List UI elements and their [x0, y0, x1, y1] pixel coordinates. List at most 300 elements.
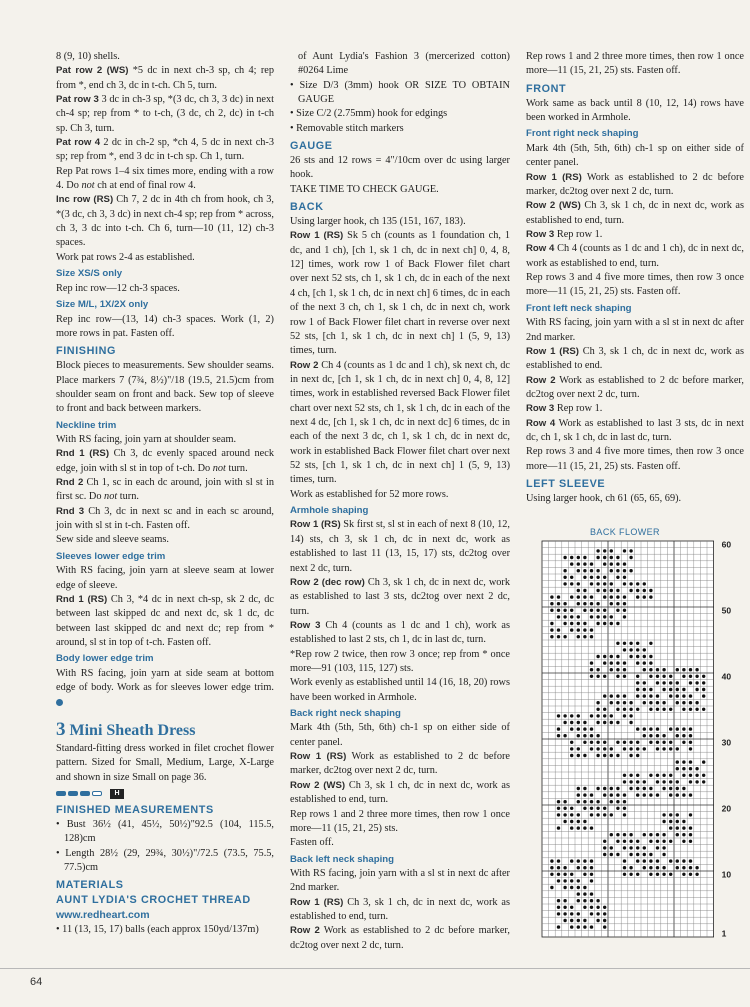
row-text: *5 dc in next ch-3 sp, ch 4; rep from *, end ch 3, dc in t-ch. Ch 5, turn. — [56, 65, 274, 91]
stitch-dot — [676, 820, 679, 823]
stitch-dot — [583, 866, 586, 869]
stitch-dot — [596, 582, 599, 585]
stitch-dot — [557, 628, 560, 631]
stitch-dot — [636, 840, 639, 843]
stitch-dot — [662, 668, 665, 671]
stitch-dot — [656, 774, 659, 777]
stitch-dot — [590, 582, 593, 585]
stitch-dot — [682, 734, 685, 737]
stitch-dot — [570, 721, 573, 724]
stitch-dot — [643, 833, 646, 836]
row-label: Row 2 (dec row) — [290, 576, 365, 588]
stitch-dot — [623, 873, 626, 876]
stitch-dot — [570, 820, 573, 823]
stitch-dot — [623, 859, 626, 862]
stitch-dot — [649, 734, 652, 737]
stitch-dot — [682, 820, 685, 823]
stitch-dot — [570, 886, 573, 889]
stitch-dot — [623, 661, 626, 664]
row-label: Inc row (RS) — [56, 194, 114, 206]
paragraph: Rep rows 1 and 2 three more times, then row 1 once more—11 (15, 21, 25) sts. — [290, 808, 510, 834]
stitch-dot — [583, 734, 586, 737]
row-text: Ch 3, sk 1 ch, dc in next dc, work as established to end. — [526, 345, 745, 372]
stitch-dot — [570, 622, 573, 625]
stitch-dot — [623, 800, 626, 803]
stitch-dot — [656, 840, 659, 843]
stitch-dot — [590, 800, 593, 803]
row-text: Ch 3, sk 1 ch, dc in next dc, work as established to end, turn. — [526, 200, 745, 226]
paragraph: Rep rows 3 and 4 five more times, then row 3 once more—11 (15, 21, 25) sts. Fasten off. — [526, 446, 744, 472]
stitch-dot — [643, 727, 646, 730]
stitch-dot — [649, 661, 652, 664]
bullet-bust: • Bust 36½ (41, 45½, 50½)"92.5 (104, 115.5, 128)cm — [56, 818, 274, 845]
stitch-dot — [649, 741, 652, 744]
stitch-dot — [669, 747, 672, 750]
stitch-dot — [577, 734, 580, 737]
row-text: Sk first st, sl st in each of next 8 (10, 12, 14) sts, ch 3, sk 1 ch, dc in next dc, work as established to last 11 (13, 15, 17) sts, dc2tog over next 2 dc, turn. — [290, 519, 510, 574]
stitch-dot — [623, 708, 626, 711]
stitch-dot — [610, 800, 613, 803]
dress-number: 3 — [56, 718, 66, 740]
stitch-dot — [570, 615, 573, 618]
stitch-dot — [682, 694, 685, 697]
emphasis: not — [81, 180, 95, 192]
stitch-dot — [603, 721, 606, 724]
stitch-dot — [656, 675, 659, 678]
stitch-dot — [662, 747, 665, 750]
stitch-dot — [590, 727, 593, 730]
stitch-dot — [590, 569, 593, 572]
stitch-dot — [603, 661, 606, 664]
stitch-dot — [596, 919, 599, 922]
stitch-dot — [623, 582, 626, 585]
stitch-dot — [643, 780, 646, 783]
back-right-row-2 — [290, 779, 510, 808]
heading-finished-measurements: FINISHED MEASUREMENTS — [56, 803, 214, 816]
stitch-dot — [577, 589, 580, 592]
stitch-dot — [662, 688, 665, 691]
stitch-dot — [629, 569, 632, 572]
stitch-dot — [610, 668, 613, 671]
stitch-dot — [596, 556, 599, 559]
stitch-dot — [629, 754, 632, 757]
stitch-dot — [557, 906, 560, 909]
stitch-dot — [636, 853, 639, 856]
bullet-hook-1: • Size D/3 (3mm) hook OR SIZE TO OBTAIN GAUGE — [290, 79, 510, 106]
stitch-dot — [689, 813, 692, 816]
stitch-dot — [596, 576, 599, 579]
stitch-dot — [557, 899, 560, 902]
row-text: Ch 3, sk 1 ch, dc in next dc, work as established to end, turn. — [290, 896, 511, 923]
stitch-dot — [590, 879, 593, 882]
stitch-dot — [570, 741, 573, 744]
stitch-dot — [623, 840, 626, 843]
stitch-dot — [643, 734, 646, 737]
subheading-neckline-trim: Neckline trim — [56, 419, 117, 431]
stitch-dot — [590, 873, 593, 876]
stitch-dot — [557, 925, 560, 928]
subheading-armhole: Armhole shaping — [290, 504, 369, 516]
stitch-dot — [649, 866, 652, 869]
stitch-dot — [596, 747, 599, 750]
stitch-dot — [682, 767, 685, 770]
stitch-dot — [702, 694, 705, 697]
stitch-dot — [702, 774, 705, 777]
stitch-dot — [643, 694, 646, 697]
stitch-dot — [563, 879, 566, 882]
stitch-dot — [682, 833, 685, 836]
stitch-dot — [610, 694, 613, 697]
bullet-balls: • 11 (13, 15, 17) balls (each approx 150yd/137m) — [56, 923, 259, 935]
stitch-dot — [616, 754, 619, 757]
stitch-dot — [583, 635, 586, 638]
stitch-dot — [610, 853, 613, 856]
stitch-dot — [623, 595, 626, 598]
stitch-dot — [649, 873, 652, 876]
front-right-row-2 — [526, 199, 744, 228]
stitch-dot — [563, 820, 566, 823]
stitch-dot — [563, 866, 566, 869]
subheading-front-right-neck: Front right neck shaping — [526, 128, 639, 140]
stitch-dot — [603, 853, 606, 856]
stitch-dot — [603, 787, 606, 790]
stitch-dot — [557, 595, 560, 598]
stitch-dot — [563, 721, 566, 724]
stitch-dot — [577, 562, 580, 565]
hook-size-badge: H — [110, 789, 124, 799]
stitch-dot — [682, 701, 685, 704]
stitch-dot — [669, 813, 672, 816]
stitch-dot — [596, 813, 599, 816]
stitch-dot — [616, 840, 619, 843]
stitch-dot — [669, 688, 672, 691]
stitch-dot — [643, 787, 646, 790]
stitch-dot — [590, 628, 593, 631]
stitch-dot — [649, 595, 652, 598]
stitch-dot — [603, 840, 606, 843]
stitch-dot — [583, 754, 586, 757]
stitch-dot — [656, 668, 659, 671]
stitch-dot — [689, 833, 692, 836]
stitch-dot — [603, 793, 606, 796]
stitch-dot — [662, 708, 665, 711]
stitch-dot — [623, 866, 626, 869]
stitch-dot — [596, 668, 599, 671]
pattern-row-3 — [56, 93, 274, 136]
row-label: Row 2 — [290, 925, 320, 937]
stitch-dot — [676, 701, 679, 704]
stitch-dot — [623, 807, 626, 810]
stitch-dot — [616, 622, 619, 625]
stitch-dot — [557, 807, 560, 810]
stitch-dot — [669, 741, 672, 744]
stitch-dot — [570, 859, 573, 862]
stitch-dot — [583, 886, 586, 889]
bullet-markers: • Removable stitch markers — [290, 122, 404, 134]
front-right-row-1 — [526, 171, 744, 200]
front-right-row-4 — [526, 242, 744, 271]
paragraph: Work pat rows 2-4 as established. — [56, 251, 195, 263]
stitch-dot — [590, 859, 593, 862]
stitch-dot — [603, 912, 606, 915]
stitch-dot — [577, 556, 580, 559]
stitch-dot — [610, 787, 613, 790]
stitch-dot — [610, 714, 613, 717]
stitch-dot — [596, 741, 599, 744]
stitch-dot — [557, 912, 560, 915]
stitch-dot — [636, 582, 639, 585]
row-number-label: 30 — [721, 737, 732, 748]
stitch-dot — [563, 807, 566, 810]
stitch-dot — [689, 727, 692, 730]
stitch-dot — [603, 675, 606, 678]
stitch-dot — [610, 602, 613, 605]
stitch-dot — [682, 688, 685, 691]
stitch-dot — [596, 602, 599, 605]
stitch-dot — [695, 780, 698, 783]
stitch-dot — [649, 840, 652, 843]
stitch-dot — [610, 655, 613, 658]
stitch-dot — [570, 754, 573, 757]
dress-name: Mini Sheath Dress — [69, 721, 196, 739]
row-text: Work as established to 2 dc before marker, dc2tog over next 2 dc, turn. — [290, 751, 510, 777]
stitch-dot — [550, 873, 553, 876]
row-text: Work as established to 2 dc before marker, dc2tog over next 2 dc, turn. — [526, 171, 744, 197]
stitch-dot — [649, 675, 652, 678]
stitch-dot — [577, 727, 580, 730]
stitch-dot — [656, 734, 659, 737]
page-number: 64 — [30, 976, 43, 988]
paragraph: Work same as back until 8 (10, 12, 14) rows have been worked in Armhole. — [526, 97, 744, 124]
stitch-dot — [583, 925, 586, 928]
stitch-dot — [603, 846, 606, 849]
stitch-dot — [616, 708, 619, 711]
column-2 — [290, 50, 510, 953]
stitch-dot — [557, 826, 560, 829]
stitch-dot — [669, 873, 672, 876]
stitch-dot — [662, 675, 665, 678]
stitch-dot — [702, 688, 705, 691]
stitch-dot — [623, 675, 626, 678]
stitch-dot — [636, 694, 639, 697]
stitch-dot — [656, 859, 659, 862]
pattern-row-4 — [56, 136, 274, 165]
stitch-dot — [689, 760, 692, 763]
stitch-dot — [583, 562, 586, 565]
stitch-dot — [583, 721, 586, 724]
row-label: Pat row 4 — [56, 137, 101, 149]
stitch-dot — [669, 793, 672, 796]
stitch-dot — [616, 675, 619, 678]
stitch-dot — [616, 569, 619, 572]
stitch-dot — [636, 642, 639, 645]
stitch-dot — [689, 747, 692, 750]
stitch-dot — [662, 813, 665, 816]
stitch-dot — [603, 595, 606, 598]
stitch-dot — [603, 813, 606, 816]
stitch-dot — [570, 556, 573, 559]
stitch-dot — [603, 549, 606, 552]
stitch-dot — [689, 708, 692, 711]
stitch-dot — [557, 879, 560, 882]
stitch-dot — [590, 675, 593, 678]
stitch-dot — [643, 589, 646, 592]
stitch-dot — [643, 846, 646, 849]
stitch-dot — [583, 628, 586, 631]
stitch-dot — [603, 582, 606, 585]
stitch-dot — [669, 820, 672, 823]
stitch-dot — [563, 813, 566, 816]
text: turn. — [225, 462, 248, 474]
row-number-label: 40 — [721, 671, 732, 682]
stitch-dot — [623, 747, 626, 750]
stitch-dot — [669, 774, 672, 777]
stitch-dot — [577, 866, 580, 869]
stitch-dot — [577, 879, 580, 882]
stitch-dot — [636, 595, 639, 598]
stitch-dot — [649, 688, 652, 691]
stitch-dot — [662, 873, 665, 876]
stitch-dot — [656, 741, 659, 744]
column-3 — [526, 50, 744, 506]
text: Ch 3, dc evenly spaced around neck edge, join with sl st in top of t-ch. Do — [56, 448, 274, 474]
stitch-dot — [669, 694, 672, 697]
stitch-dot — [590, 734, 593, 737]
stitch-dot — [550, 622, 553, 625]
stitch-dot — [616, 800, 619, 803]
footer-rule — [0, 968, 750, 969]
stitch-dot — [583, 800, 586, 803]
stitch-dot — [583, 589, 586, 592]
stitch-dot — [702, 760, 705, 763]
sleeve-round-1 — [56, 593, 274, 650]
stitch-dot — [629, 708, 632, 711]
row-label: Row 1 (RS) — [290, 519, 341, 531]
stitch-dot — [616, 562, 619, 565]
paragraph — [56, 667, 274, 710]
back-row-1 — [290, 229, 510, 358]
paragraph: Rep rows 1 and 2 three more times, then row 1 once more—11 (15, 21, 25) sts. Fasten off. — [526, 51, 744, 77]
stitch-dot — [695, 668, 698, 671]
stitch-dot — [643, 853, 646, 856]
stitch-dot — [583, 899, 586, 902]
row-text: Ch 4 (counts as 1 dc and 1 ch), dc in next dc, work as established to end, turn. — [526, 243, 744, 269]
stitch-dot — [590, 826, 593, 829]
skill-pip-empty-icon — [92, 791, 102, 796]
stitch-dot — [603, 655, 606, 658]
stitch-dot — [695, 873, 698, 876]
stitch-dot — [682, 675, 685, 678]
stitch-dot — [636, 793, 639, 796]
stitch-dot — [669, 780, 672, 783]
stitch-dot — [590, 741, 593, 744]
stitch-dot — [550, 595, 553, 598]
back-left-row-2 — [290, 924, 510, 953]
stitch-dot — [623, 793, 626, 796]
stitch-dot — [577, 595, 580, 598]
stitch-dot — [616, 668, 619, 671]
stitch-dot — [596, 675, 599, 678]
stitch-dot — [689, 793, 692, 796]
stitch-dot — [656, 873, 659, 876]
stitch-dot — [610, 582, 613, 585]
stitch-dot — [577, 787, 580, 790]
stitch-dot — [662, 853, 665, 856]
stitch-dot — [636, 661, 639, 664]
stitch-dot — [636, 681, 639, 684]
stitch-dot — [563, 800, 566, 803]
brand-link[interactable]: www.redheart.com — [56, 909, 150, 922]
stitch-dot — [616, 701, 619, 704]
stitch-dot — [583, 556, 586, 559]
stitch-dot — [570, 813, 573, 816]
stitch-dot — [656, 747, 659, 750]
stitch-dot — [623, 602, 626, 605]
stitch-dot — [676, 793, 679, 796]
end-bullet-icon — [56, 699, 63, 706]
row-label: Row 1 (RS) — [290, 896, 344, 908]
paragraph: Mark 4th (5th, 5th, 6th) ch-1 sp on either side of center panel. — [290, 722, 510, 748]
stitch-dot — [682, 668, 685, 671]
paragraph: Rep rows 3 and 4 five more times, then row 3 once more—11 (15, 21, 25) sts. Fasten off. — [526, 271, 744, 298]
stitch-dot — [610, 556, 613, 559]
row-text: Work as established to 2 dc before marker, dc2tog over next 2 dc, turn. — [290, 925, 510, 951]
stitch-dot — [629, 721, 632, 724]
stitch-dot — [610, 622, 613, 625]
stitch-dot — [643, 668, 646, 671]
paragraph: With RS facing, join yarn at shoulder seam. — [56, 434, 237, 446]
front-left-row-1 — [526, 345, 744, 374]
stitch-dot — [616, 721, 619, 724]
stitch-dot — [610, 701, 613, 704]
stitch-dot — [623, 774, 626, 777]
inc-row — [56, 193, 274, 250]
stitch-dot — [649, 655, 652, 658]
row-label: Pat row 2 (WS) — [56, 65, 129, 77]
row-text: 2 dc in ch-2 sp, *ch 4, 5 dc in next ch-3 sp; rep from *, end 3 dc in t-ch sp. Ch 1, turn. — [56, 137, 274, 163]
stitch-dot — [623, 701, 626, 704]
stitch-dot — [577, 602, 580, 605]
row-text: Work as established to last 3 sts, dc in next dc, ch 1, sk 1 ch, dc in last dc, turn. — [526, 417, 744, 443]
paragraph: TAKE TIME TO CHECK GAUGE. — [290, 183, 439, 195]
row-text: Work as established to 2 dc before marker, dc2tog over next 2 dc, turn. — [526, 374, 744, 400]
row-number-label: 1 — [721, 928, 727, 939]
stitch-dot — [577, 886, 580, 889]
stitch-dot — [643, 582, 646, 585]
stitch-dot — [676, 734, 679, 737]
stitch-dot — [596, 754, 599, 757]
stitch-dot — [583, 793, 586, 796]
paragraph: 8 (9, 10) shells. — [56, 51, 120, 62]
stitch-dot — [610, 754, 613, 757]
stitch-dot — [590, 807, 593, 810]
stitch-dot — [577, 622, 580, 625]
stitch-dot — [623, 714, 626, 717]
stitch-dot — [590, 615, 593, 618]
back-row-2 — [290, 359, 510, 488]
row-label: Row 4 — [526, 417, 556, 429]
heading-left-sleeve: LEFT SLEEVE — [526, 477, 606, 490]
stitch-dot — [689, 734, 692, 737]
stitch-dot — [676, 767, 679, 770]
stitch-dot — [610, 793, 613, 796]
row-label: Row 1 (RS) — [526, 171, 582, 183]
stitch-dot — [616, 589, 619, 592]
stitch-dot — [695, 708, 698, 711]
repeat-instruction — [56, 165, 274, 194]
stitch-dot — [616, 661, 619, 664]
chart-title: BACK FLOWER — [590, 527, 660, 537]
